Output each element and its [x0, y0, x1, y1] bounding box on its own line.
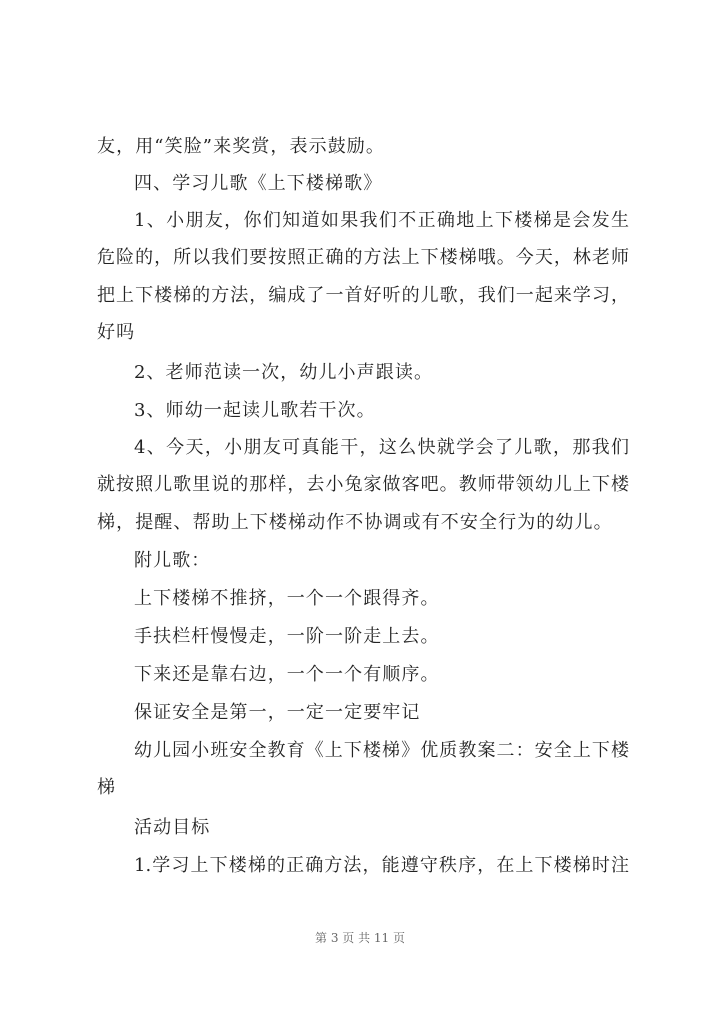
- text-line: 附儿歌：: [134, 550, 211, 571]
- text-line: 梯，提醒、帮助上下楼梯动作不协调或有不安全行为的幼儿。: [97, 512, 613, 533]
- song-line: 下来还是靠右边，一个一个有顺序。: [134, 664, 440, 685]
- section-title: 梯: [97, 777, 117, 798]
- subheading: 活动目标: [134, 817, 211, 838]
- song-line: 保证安全是第一，一定一定要牢记: [134, 702, 421, 723]
- text-line: 4、今天，小朋友可真能干，这么快就学会了儿歌，那我们: [134, 437, 629, 458]
- text-line: 就按照儿歌里说的那样，去小兔家做客吧。教师带领幼儿上下楼: [97, 474, 629, 495]
- section-heading: 四、学习儿歌《上下楼梯歌》: [134, 173, 383, 194]
- text-line: 3、师幼一起读儿歌若干次。: [134, 400, 376, 421]
- text-line: 1.学习上下楼梯的正确方法，能遵守秩序，在上下楼梯时注: [134, 855, 629, 876]
- text-line: 把上下楼梯的方法，编成了一首好听的儿歌，我们一起来学习，: [97, 285, 629, 306]
- text-line: 1、小朋友，你们知道如果我们不正确地上下楼梯是会发生: [134, 210, 629, 231]
- section-title: 幼儿园小班安全教育《上下楼梯》优质教案二：安全上下楼: [134, 740, 629, 761]
- text-line: 友，用“笑脸”来奖赏，表示鼓励。: [97, 136, 386, 157]
- text-line: 2、老师范读一次，幼儿小声跟读。: [134, 362, 434, 383]
- text-line: 好吗: [97, 322, 136, 343]
- song-line: 上下楼梯不推挤，一个一个跟得齐。: [134, 588, 440, 609]
- page-number-footer: 第 3 页 共 11 页: [315, 931, 405, 945]
- song-line: 手扶栏杆慢慢走，一阶一阶走上去。: [134, 626, 440, 647]
- text-line: 危险的，所以我们要按照正确的方法上下楼梯哦。今天，林老师: [97, 247, 629, 268]
